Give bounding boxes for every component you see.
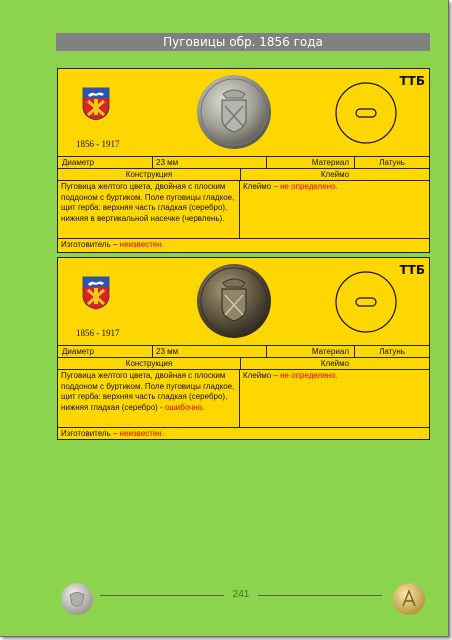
- back-diagram-icon: [334, 270, 398, 334]
- button-card-1: [57, 68, 430, 253]
- maker-value: неизвестен.: [119, 240, 164, 249]
- diameter-label: Диаметр: [58, 346, 153, 357]
- diameter-label: Диаметр: [58, 157, 153, 168]
- brand-mark: ТТБ: [399, 263, 425, 277]
- material-label: Материал: [267, 346, 355, 357]
- mark-description: [240, 370, 429, 427]
- material-value: Латунь: [379, 158, 405, 167]
- material-label: Материал: [267, 157, 355, 168]
- eagle-medal-icon: [60, 582, 94, 616]
- maker-row: [58, 239, 429, 250]
- material-value: Латунь: [379, 347, 405, 356]
- mark-header: Клеймо: [320, 170, 350, 179]
- back-diagram-icon: [334, 81, 398, 145]
- years-label: 1856 - 1917: [76, 328, 120, 338]
- description-note: ошибочно.: [164, 402, 205, 412]
- years-label: 1856 - 1917: [76, 139, 120, 149]
- monogram-medal-icon: [392, 582, 426, 616]
- diameter-value: 23 мм: [153, 157, 267, 168]
- card-image-area: [58, 69, 429, 157]
- header-row: [58, 169, 429, 181]
- mark-header: Клеймо: [320, 359, 350, 368]
- footer-divider-left: [100, 595, 224, 596]
- description-text: Пуговица желтого цвета, двойная с плоским поддоном с буртиком. Поле пуговицы гладкое, щит герба: верхняя часть гладкая (серебро), нижняя гладкая (серебро) -: [61, 371, 235, 412]
- details-row: [58, 370, 429, 428]
- specs-row: [58, 346, 429, 358]
- description-text: Пуговица желтого цвета, двойная с плоским поддоном с буртиком. Поле пуговицы гладкое, щит герба: верхняя часть гладкая (серебро), нижняя в вертикальной насечке (червлень).: [61, 182, 235, 223]
- coat-of-arms-icon: [82, 276, 110, 310]
- maker-value: неизвестен.: [119, 429, 164, 438]
- button-card-2: [57, 257, 430, 440]
- mark-prefix: Клеймо –: [243, 371, 281, 380]
- mark-value: не определено.: [280, 371, 338, 380]
- specs-row: [58, 157, 429, 169]
- page-number: 241: [232, 589, 250, 600]
- coat-of-arms-icon: [82, 87, 110, 121]
- mark-value: не определено.: [280, 182, 338, 191]
- footer-divider-right: [258, 595, 382, 596]
- construction-header: Конструкция: [58, 169, 241, 180]
- maker-label: Изготовитель –: [61, 240, 120, 249]
- maker-row: [58, 428, 429, 439]
- header-row: [58, 358, 429, 370]
- construction-description: [58, 370, 240, 427]
- mark-description: [240, 181, 429, 238]
- construction-description: [58, 181, 240, 238]
- page-title: Пуговицы обр. 1856 года: [56, 33, 430, 51]
- diameter-value: 23 мм: [153, 346, 267, 357]
- construction-header: Конструкция: [58, 358, 241, 369]
- button-photo: [196, 263, 272, 339]
- button-photo: [196, 74, 272, 150]
- mark-prefix: Клеймо –: [243, 182, 281, 191]
- brand-mark: ТТБ: [399, 74, 425, 88]
- maker-label: Изготовитель –: [61, 429, 120, 438]
- card-image-area: [58, 258, 429, 346]
- details-row: [58, 181, 429, 239]
